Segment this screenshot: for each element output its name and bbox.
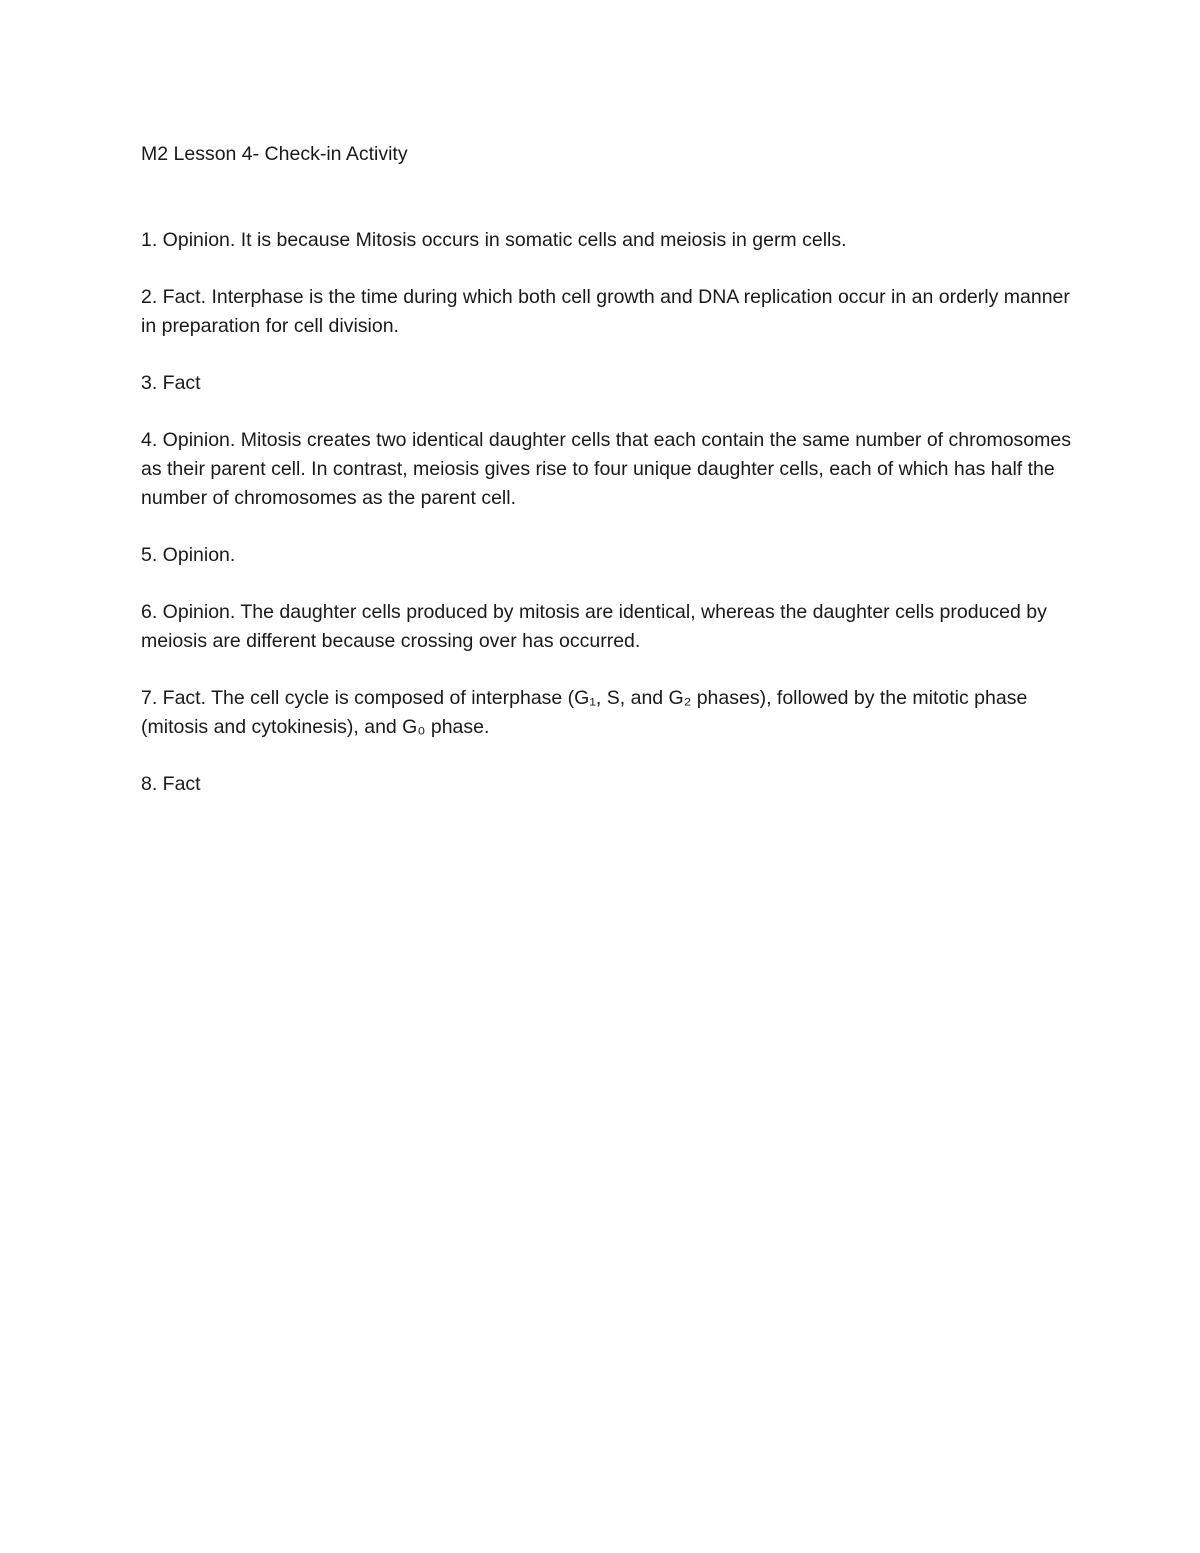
answer-item-4 [141, 426, 1071, 513]
answer-text: 7. Fact. The cell cycle is composed of interphase (G₁, S, and G₂ phases), followed by the mitotic phase (mitosis and cytokinesis), and G₀ phase. [141, 687, 1028, 738]
answer-item-8 [141, 770, 1071, 799]
answer-text: 3. Fact [141, 372, 201, 394]
answer-text: 5. Opinion. [141, 544, 236, 566]
answer-item-5 [141, 541, 1071, 570]
answer-text: 1. Opinion. It is because Mitosis occurs in somatic cells and meiosis in germ cells. [141, 229, 847, 251]
answer-text: 8. Fact [141, 773, 201, 795]
answer-text: 4. Opinion. Mitosis creates two identical daughter cells that each contain the same number of chromosomes as their parent cell. In contrast, meiosis gives rise to four unique daughter cells, each of which has half the number of chromosomes as the parent cell. [141, 429, 1071, 509]
document-body [141, 140, 1071, 827]
answer-item-1 [141, 226, 1071, 255]
answer-text: 6. Opinion. The daughter cells produced by mitosis are identical, whereas the daughter cells produced by meiosis are different because crossing over has occurred. [141, 601, 1047, 652]
document-title: M2 Lesson 4- Check-in Activity [141, 143, 408, 165]
answer-item-7 [141, 684, 1071, 742]
answer-text: 2. Fact. Interphase is the time during which both cell growth and DNA replication occur in an orderly manner in preparation for cell division. [141, 286, 1070, 337]
answer-item-2 [141, 283, 1071, 341]
answer-item-3 [141, 369, 1071, 398]
answer-item-6 [141, 598, 1071, 656]
